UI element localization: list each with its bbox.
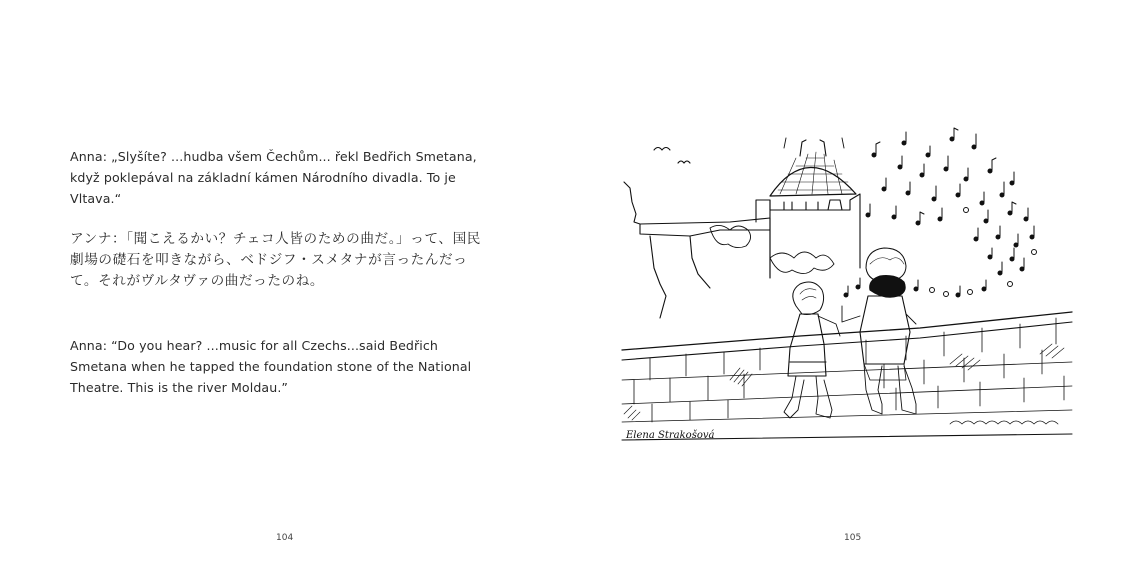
paragraph-english: Anna: “Do you hear? ...music for all Czechs...said Bedřich Smetana when he tapped the foundation stone of the National Theatre. This is the river Moldau.” [70, 338, 472, 395]
page-number-left: 104 [276, 533, 294, 543]
illustration-signature: Elena Strakošová [626, 430, 715, 441]
paragraph-czech: Anna: „Slyšíte? ...hudba všem Čechům... řekl Bedřich Smetana, když poklepával na základní kámen Národního divadla. To je Vltava.“ [70, 149, 477, 206]
page-number-right: 105 [844, 533, 862, 543]
bird-icon [654, 148, 670, 151]
illustration-drawing [620, 118, 1078, 442]
music-notes-icon [844, 128, 1037, 297]
left-page [0, 0, 566, 566]
paragraph-japanese: アンナ：「聞こえるかい？チェコ人皆のための曲だ。」って、国民劇場の礎石を叩きながら、ベドジフ・スメタナが言ったんだって。それがヴルタヴァの曲だったのね。 [70, 231, 481, 289]
illustration-children-on-bridge [620, 118, 1078, 442]
bird-icon [678, 161, 690, 163]
right-page [566, 0, 1133, 566]
